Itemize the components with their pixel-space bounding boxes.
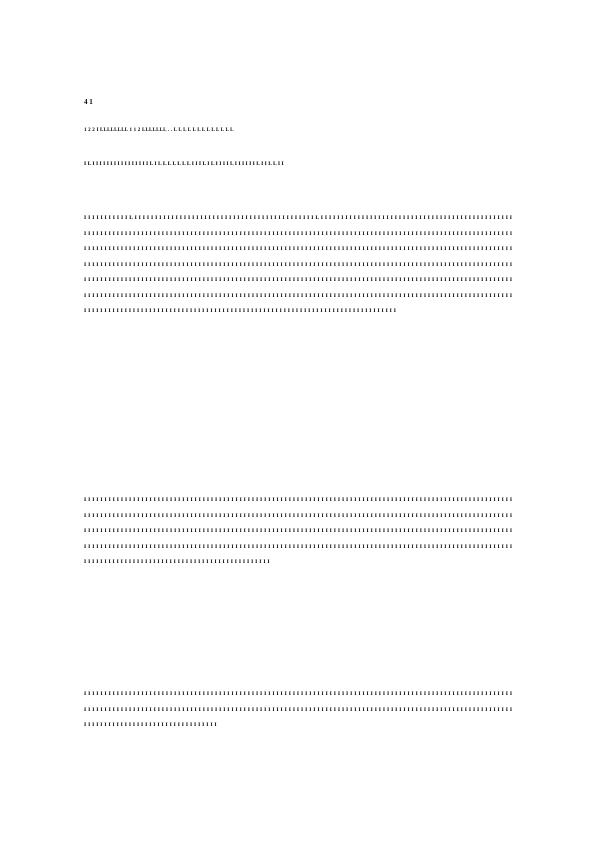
page-number: 4 1 [84, 98, 93, 106]
body-paragraph-3: I I I I I I I I I I I I I I I I I I I I I I I I I I I I I I I I I I I I I I I I I I I I I I I I I I I I I I I I I I I I I I I I I I I I I I I I I I I I I I I I I I I I I I I I I I I I I I I I I I I I I I I I I I I I I I I I I I I I I I I I I I I I I I I I I I I I I I I I I I I I I I I I I I I I I I I I I I I I I I I I I I I I I I I I I I I I I I I I I I I I I I I I I I I I I I I I I I I I I I I I I I I I I I I I I I I I I I I I I I I I I I I I I I I I I I I I I I I I I I I I I I I [84, 691, 512, 728]
lead-paragraph: I L I I I I I I I I I I I I I I I I L I L L L L L L L I I I L I L I I I I L I I I I I I L I I L L I I [84, 161, 284, 167]
body-paragraph-1: I I I I I I I I I I I L I I I I I I I I I I I I I I I I I I I I I I I I I I I I I I I I I I I I I I I I I I I I L I I I I I I I I I I I I I I I I I I I I I I I I I I I I I I I I I I I I I I I I I I I I I I I I I I I I I I I I I I I I I I I I I I I I I I I I I I I I I I I I I I I I I I I I I I I I I I I I I I I I I I I I I I I I I I I I I I I I I I I I I I I I I I I I I I I I I I I I I I I I I I I I I I I I I I I I I I I I I I I I I I I I I I I I I I I I I I I I I I I I I I I I I I I I I I I I I I I I I I I I I I I I I I I I I I I I I I I I I I I I I I I I I I I I I I I I I I I I I I I I I I I I I I I I I I I I I I I I I I I I I I I I I I I I I I I I I I I I I I I I I I I I I I I I I I I I I I I I I I I I I I I I I I I I I I I I I I I I I I I I I I I I I I I I I I I I I I I I I I I I I I I I I I I I I I I I I I I I I I I I I I I I I I I I I I I I I I I I I I I I I I I I I I I I I I I I I I I I I I I I I I I I I I I I I I I I I I I I I I I I I I I I I I I I I I I I I I I I I I I I I I I I I I I I I I I I I I I I I I I I I I I I I I I I I I I I I I I I I I I I I I I I I I I I I I I I I I I I I I I I I I I I I I I I I I I I I I I I I I I I I I I I I I I I I I I I I I I I I I I I I I I I I I I I I I I I I I I I I I I I I I I I I I I I I I I I I I I I I I I I I I I I I I I I I I I I I I I I I I I I I I I I I I I I I I I I I I I I I I I I I I I I I I I I I I I I I I I I I I I I I I I I I I I I I [84, 215, 512, 314]
document-body [84, 95, 512, 728]
section-heading: 1 2 2 I LLLLLLLL 1 1 2 LLLLLLL . . L L L L L L L L L L L L L [84, 128, 234, 133]
body-paragraph-2: I I I I I I I I I I I I I I I I I I I I I I I I I I I I I I I I I I I I I I I I I I I I I I I I I I I I I I I I I I I I I I I I I I I I I I I I I I I I I I I I I I I I I I I I I I I I I I I I I I I I I I I I I I I I I I I I I I I I I I I I I I I I I I I I I I I I I I I I I I I I I I I I I I I I I I I I I I I I I I I I I I I I I I I I I I I I I I I I I I I I I I I I I I I I I I I I I I I I I I I I I I I I I I I I I I I I I I I I I I I I I I I I I I I I I I I I I I I I I I I I I I I I I I I I I I I I I I I I I I I I I I I I I I I I I I I I I I I I I I I I I I I I I I I I I I I I I I I I I I I I I I I I I I I I I I I I I I I I I I I I I I I I I I I I I I I I I I I I I I I I I I I I I I I I I I I I I I I I I I I I I I I I I I I I I I I I I I I I I I I I I I I I I I I I I I I I I I I I I I I I I I I I I I I I I I I I I I I I I I I I I I I I I I I I I I I I I I I I I I I I I I I I I I I I I I I I I I I I I I I I I I I I I I [84, 497, 512, 565]
